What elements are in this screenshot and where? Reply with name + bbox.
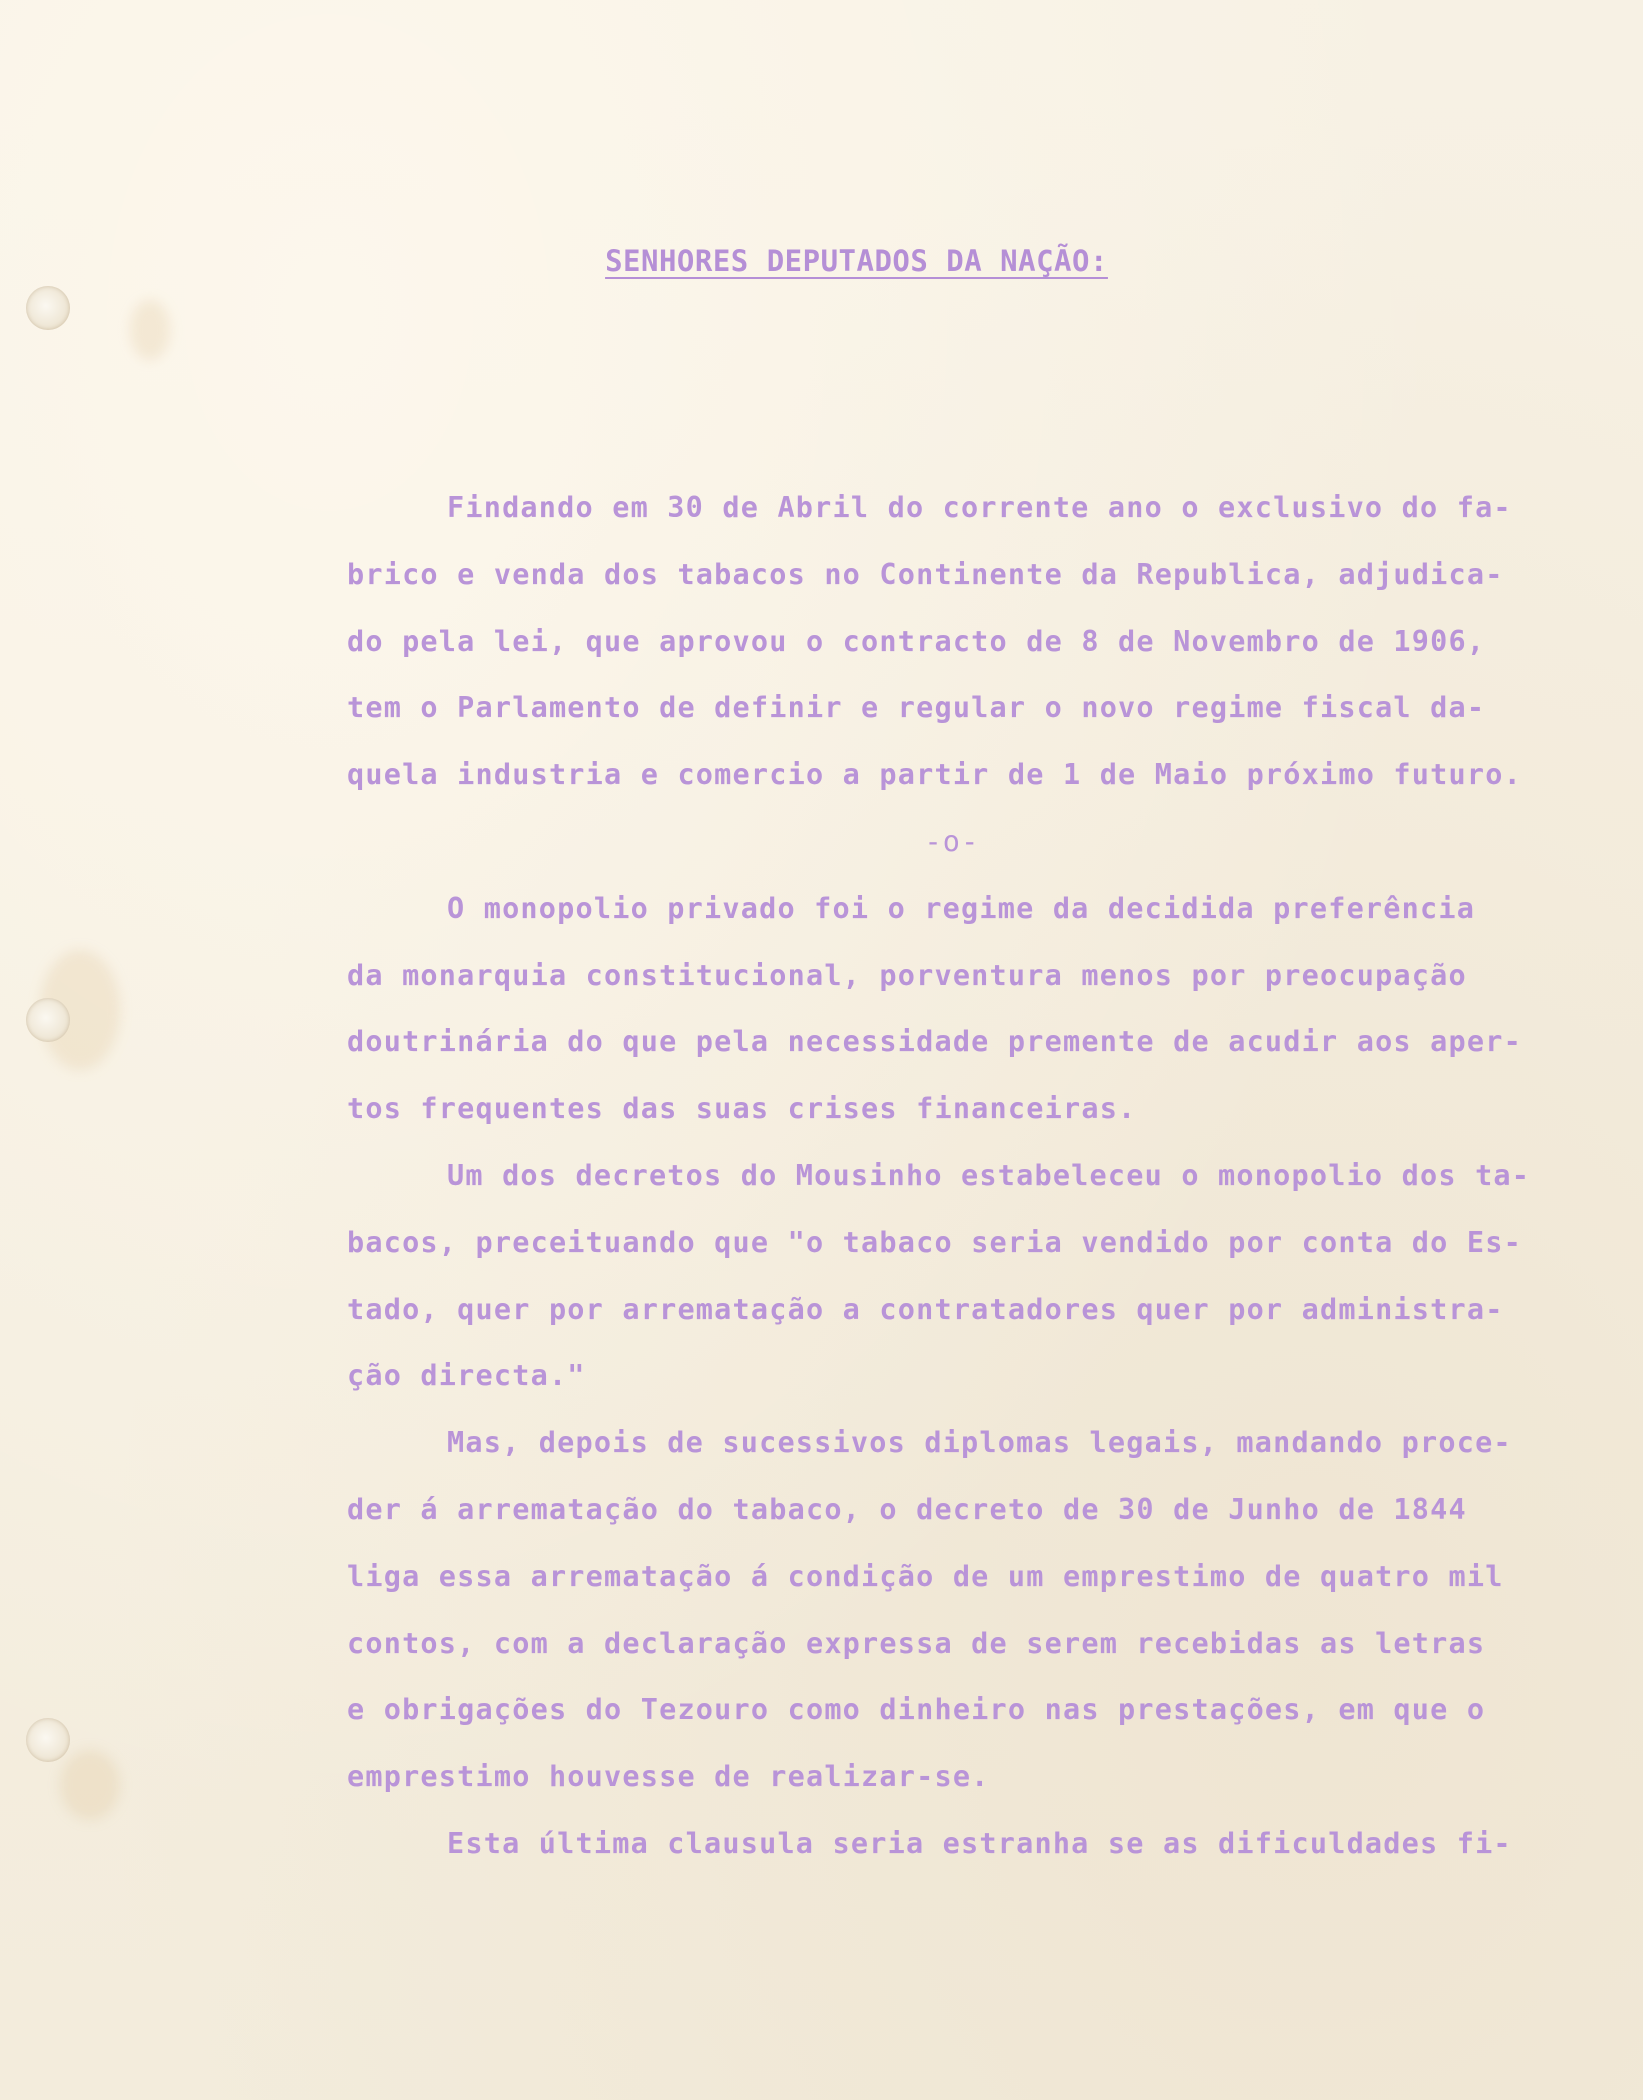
document-body <box>347 475 1617 1878</box>
text-line: contos, com a declaração expressa de serem recebidas as letras <box>347 1626 1486 1660</box>
text-line: quela industria e comercio a partir de 1 de Maio próximo futuro. <box>347 758 1522 792</box>
punch-hole <box>26 998 70 1042</box>
paper-stain <box>130 300 170 360</box>
punch-hole <box>26 286 70 330</box>
text-line: doutrinária do que pela necessidade premente de acudir aos aper- <box>347 1025 1522 1059</box>
text-line: Um dos decretos do Mousinho estabeleceu o monopolio dos ta- <box>447 1158 1531 1192</box>
text-line: da monarquia constitucional, porventura menos por preocupação <box>347 958 1467 992</box>
text-line: tem o Parlamento de definir e regular o novo regime fiscal da- <box>347 691 1486 725</box>
text-line: ção directa." <box>347 1359 586 1393</box>
heading-text: SENHORES DEPUTADOS DA NAÇÃO: <box>605 244 1108 278</box>
text-line: Mas, depois de sucessivos diplomas legais, mandando proce- <box>447 1426 1512 1460</box>
text-line: e obrigações do Tezouro como dinheiro nas prestações, em que o <box>347 1693 1486 1727</box>
text-line: brico e venda dos tabacos no Continente da Republica, adjudica- <box>347 557 1504 591</box>
page-heading <box>0 244 1643 278</box>
section-separator: -o- <box>924 824 980 858</box>
paper-stain <box>60 1750 120 1820</box>
text-line: liga essa arrematação á condição de um emprestimo de quatro mil <box>347 1559 1504 1593</box>
punch-hole <box>26 1718 70 1762</box>
text-line: der á arrematação do tabaco, o decreto de 30 de Junho de 1844 <box>347 1492 1467 1526</box>
text-line: Esta última clausula seria estranha se as dificuldades fi- <box>447 1826 1512 1860</box>
text-line: bacos, preceituando que "o tabaco seria vendido por conta do Es- <box>347 1225 1522 1259</box>
text-line: tado, quer por arrematação a contratadores quer por administra- <box>347 1292 1504 1326</box>
text-line: tos frequentes das suas crises financeiras. <box>347 1092 1137 1126</box>
text-line: O monopolio privado foi o regime da decidida preferência <box>447 891 1476 925</box>
text-line: Findando em 30 de Abril do corrente ano o exclusivo do fa- <box>447 491 1512 524</box>
text-line: emprestimo houvesse de realizar-se. <box>347 1760 990 1794</box>
text-line: do pela lei, que aprovou o contracto de 8 de Novembro de 1906, <box>347 624 1486 658</box>
